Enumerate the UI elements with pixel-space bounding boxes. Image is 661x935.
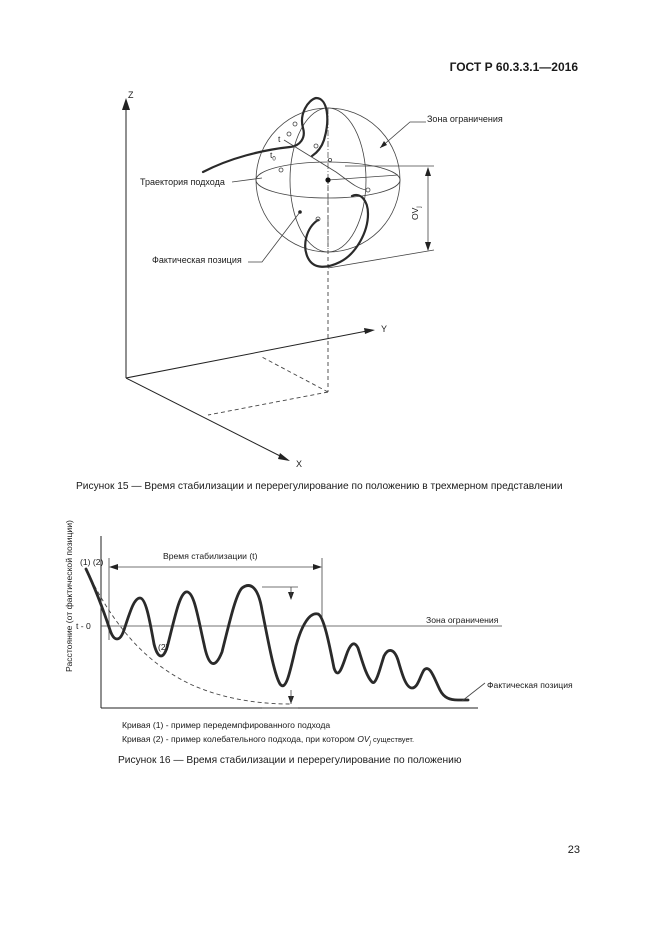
settling-time-label: Время стабилизации (t) <box>163 551 258 561</box>
t0-graph-label: t - 0 <box>76 621 91 631</box>
curve-marks-label: (1) (2) <box>80 557 104 567</box>
x-axis-label: X <box>296 459 303 469</box>
settling-arrow-right <box>313 564 322 570</box>
curve-2-oscillatory <box>86 569 468 700</box>
zone-label-graph: Зона ограничения <box>426 615 499 625</box>
settling-arrow-left <box>109 564 118 570</box>
figure-16-caption: Рисунок 16 — Время стабилизации и перерегулирование по положению <box>118 755 462 766</box>
figure-15-caption: Рисунок 15 — Время стабилизации и перерегулирование по положению в трехмерном представлении <box>76 481 563 492</box>
t-label: t <box>278 134 281 144</box>
graph-y-axis-label: Расстояние (от фактической позиции) <box>64 520 74 672</box>
curve-2-mark: (2) <box>158 642 169 652</box>
document-standard-header: ГОСТ Р 60.3.3.1—2016 <box>449 60 578 74</box>
note-curve-1: Кривая (1) - пример передемпфированного подхода <box>122 720 331 730</box>
t0-label: $t_0$ <box>270 150 276 163</box>
z-axis-label: Z <box>128 90 134 100</box>
zone-label-3d: Зона ограничения <box>427 114 503 124</box>
page-number: 23 <box>567 844 580 856</box>
graph-position-leader <box>462 683 485 701</box>
approach-label: Траектория подхода <box>140 177 225 187</box>
y-axis-label: Y <box>381 324 388 334</box>
note-curve-2: Кривая (2) - пример колебательного подхода, при котором $OV_j$ существует. <box>122 734 415 747</box>
position-label-3d: Фактическая позиция <box>152 255 242 265</box>
ov-label: $OV_j$ <box>410 206 423 220</box>
position-label-graph: Фактическая позиция <box>487 680 573 690</box>
